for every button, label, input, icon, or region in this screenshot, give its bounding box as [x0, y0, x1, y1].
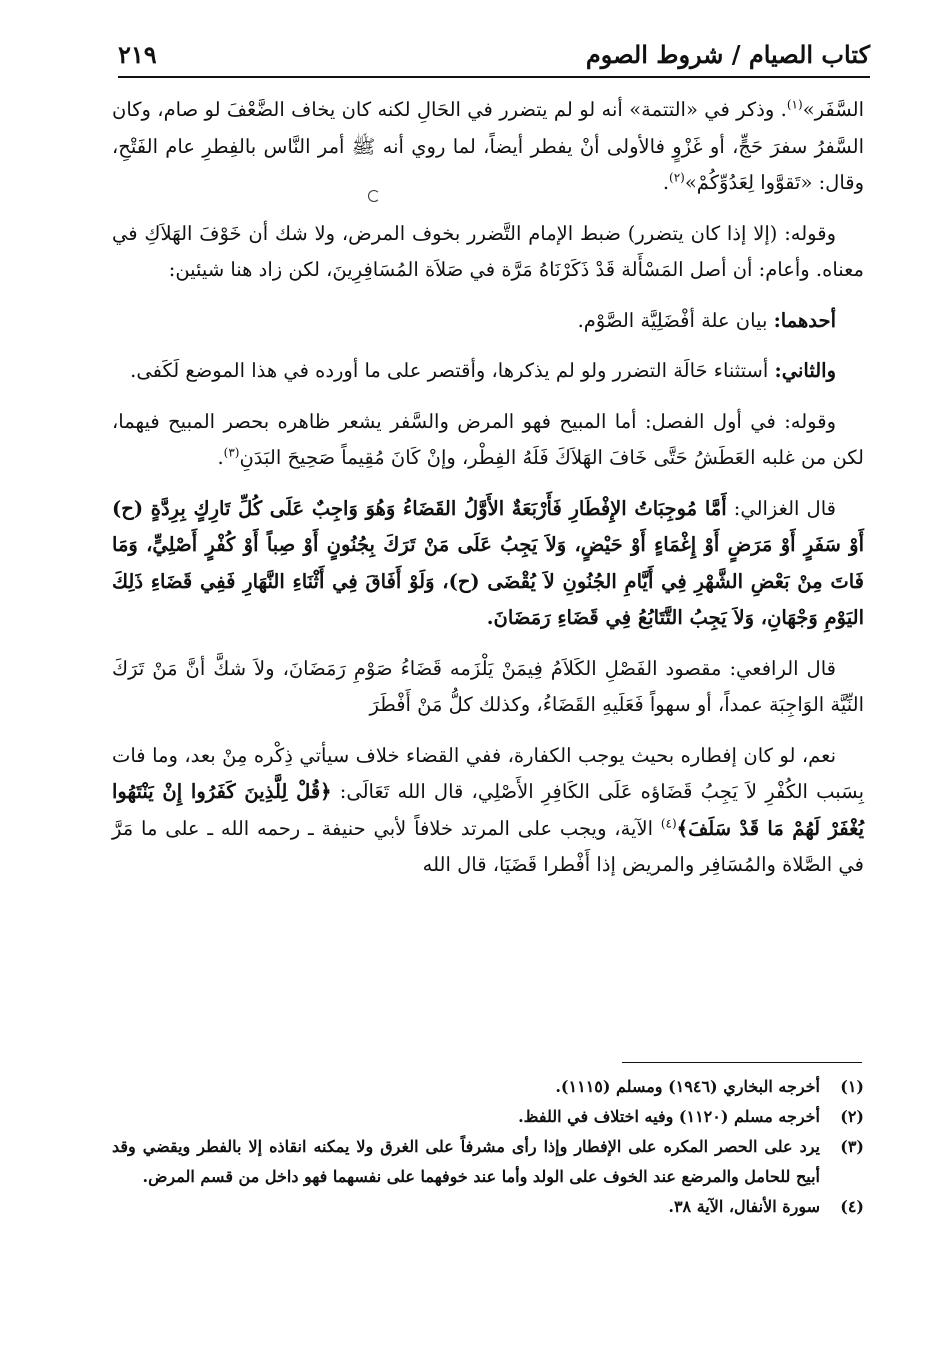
p6-lead: قال الغزالي:: [726, 496, 836, 520]
footnote-ref-4[interactable]: (٤): [660, 816, 677, 830]
p4-lead: والثاني:: [774, 359, 836, 382]
footnote-3: [112, 1132, 864, 1192]
footnote-text: سورة الأنفال، الآية ٣٨.: [668, 1197, 820, 1216]
footnote-1: [112, 1072, 864, 1102]
p1-rest: . وذكر في «التتمة» أنه لو لم يتضرر في الحَالِ لكنه كان يخاف الضَّعْفَ لو صام، وكان السَّفرُ سفرَ حَجٍّ، أو غَزْوٍ فالأولى أنْ يفطر أيضاً، لما روي أنه ﷺ أمر النَّاس بالفِطرِ عام الفَتْحِ، وقال: «تَقوَّوا لِعَدُوِّكُمْ»: [112, 98, 864, 194]
p5-text: وقوله: في أول الفصل: أما المبيح فهو المرض والسَّفر يشعر ظاهره بحصر المبيح فيهما، لكن من غلبه العَطَشُ حَتَّى خَافَ الهَلاَكَ فَلَهُ الفِطْر، وإنْ كَانَ مُقِيماً صَحِيحَ البَدَنِ: [112, 409, 864, 469]
footnote-text: أخرجه مسلم (١١٢٠) وفيه اختلاف في اللفظ.: [518, 1107, 820, 1126]
running-title: كتاب الصيام / شروط الصوم: [585, 40, 870, 69]
paragraph-1: [112, 92, 864, 202]
p2-text: وقوله: (إلا إذا كان يتضرر) ضبط الإمام التَّضرر بخوف المرض، ولا شك أن خَوْفَ الهَلاَكِ في معناه. وأعام: أن أصل المَسْأَلة قَدْ ذَكَرْنَاهُ مَرَّة في صَلاَة المُسَافِرِينَ، لكن زاد هنا شيئين:: [112, 221, 864, 281]
p4-text: أستثناء حَالَة التضرر ولو لم يذكرها، وأقتصر على ما أورده في هذا الموضع لَكَفى.: [130, 359, 775, 382]
p8-text-b: الآية، ويجب على المرتد خلافاً لأبي حنيفة ـ رحمه الله ـ على ما مَرَّ في الصَّلاة والمُسَافِر والمريض إذا أَفْطرا قَضَيَا، قال الله: [112, 816, 864, 876]
p5-end: .: [217, 446, 224, 469]
p8-text-a: نعم، لو كان إفطاره بحيث يوجب الكفارة، ففي القضاء خلاف سيأتي ذِكْره مِنْ بعد، وما فات بِسَبب الكُفْرِ لاَ يَجِبُ قَضَاؤه عَلَى الكَافِرِ الأَصْلِي، قال الله تَعَالَى:: [112, 743, 864, 803]
footnote-ref-1[interactable]: (١): [786, 97, 803, 112]
header-rule: [118, 76, 870, 78]
p3-lead: أحدهما:: [773, 308, 836, 332]
footnote-number: (١): [840, 1077, 864, 1096]
paragraph-2: [112, 216, 864, 289]
margin-circle-mark: [368, 190, 380, 202]
p1-text: السَّفَر»: [802, 98, 864, 121]
p7-text: قال الرافعي: مقصود الفَصْلِ الكَلاَمُ فِيمَنْ يَلْزَمه قَضَاءُ صَوْمِ رَمَضَانَ، ولاَ شكَّ أنَّ مَنْ تَرَكَ النِّيَّة الوَاجِبَة عمداً، أو سهواً فَعَلَيهِ القَضَاءُ، وكذلك كلُّ مَنْ أَفْطَرَ: [112, 656, 864, 716]
footnote-2: [112, 1102, 864, 1132]
paragraph-3: [112, 303, 864, 340]
p6-text: أَمَّا مُوجِبَاتُ الإِفْطَارِ فَأَرْبَعَةٌ الأَوَّلُ القَضَاءُ وَهُوَ وَاجِبٌ عَلَى كُلِّ تَارِكٍ بِرِدَّةٍ (ح) أَوْ سَفَرٍ أَوْ مَرَضٍ أَوْ إِغْمَاءٍ أَوْ حَيْضٍ، وَلاَ يَجِبُ عَلَى مَنْ تَرَكَ بِجُنُونٍ أَوْ صِباً أَوْ كُفْرٍ أَصْلِيٍّ، وَمَا فَاتَ مِنْ بَعْضِ الشَّهْرِ فِي أَيَّامِ الجُنُونِ لاَ يُقْضَى (ح)، وَلَوْ أَفَاقَ فِي أَثْنَاءِ النَّهَارِ فَفِي قَضَاءِ ذَلِكَ اليَوْمِ وَجْهَانِ، وَلاَ يَجِبُ التَّتَابُعُ فِي قَضَاءِ رَمَضَانَ.: [112, 496, 864, 629]
quran-verse: ﴿قُلْ لِلَّذِينَ كَفَرُوا إِنْ يَنْتَهُوا يُغْفَرْ لَهُمْ مَا قَدْ سَلَفَ﴾: [112, 780, 864, 840]
paragraph-8: [112, 738, 864, 884]
footnote-text: يرد على الحصر المكره على الإفطار وإذا رأى مشرفاً على الغرق ولا يمكنه انقاذه إلا بالفطر ويقضي وقد أبيح للحامل والمرضع عند الخوف على الولد وأما عند خوفهما على نفسهما فهو داخل من قسم المرض.: [112, 1137, 820, 1186]
footnote-ref-2[interactable]: (٢): [669, 170, 685, 185]
footnote-ref-3[interactable]: (٣): [223, 445, 240, 460]
paragraph-6: [112, 491, 864, 637]
footnote-number: (٢): [840, 1107, 864, 1126]
footnote-separator: [622, 1062, 862, 1063]
page-number: ٢١٩: [118, 40, 157, 69]
footnote-number: (٤): [840, 1197, 864, 1216]
footnote-number: (٣): [840, 1137, 864, 1156]
page-header: [118, 38, 870, 78]
footnotes: [112, 1072, 864, 1222]
footnote-text: أخرجه البخاري (١٩٤٦) ومسلم (١١١٥).: [555, 1077, 820, 1096]
main-text: [112, 92, 864, 898]
p1-end: .: [662, 171, 670, 194]
paragraph-7: [112, 651, 864, 724]
p3-text: بيان علة أفْضَلِيَّة الصَّوْم.: [577, 308, 774, 332]
paragraph-4: [112, 353, 864, 390]
paragraph-5: [112, 404, 864, 477]
footnote-4: [112, 1192, 864, 1222]
